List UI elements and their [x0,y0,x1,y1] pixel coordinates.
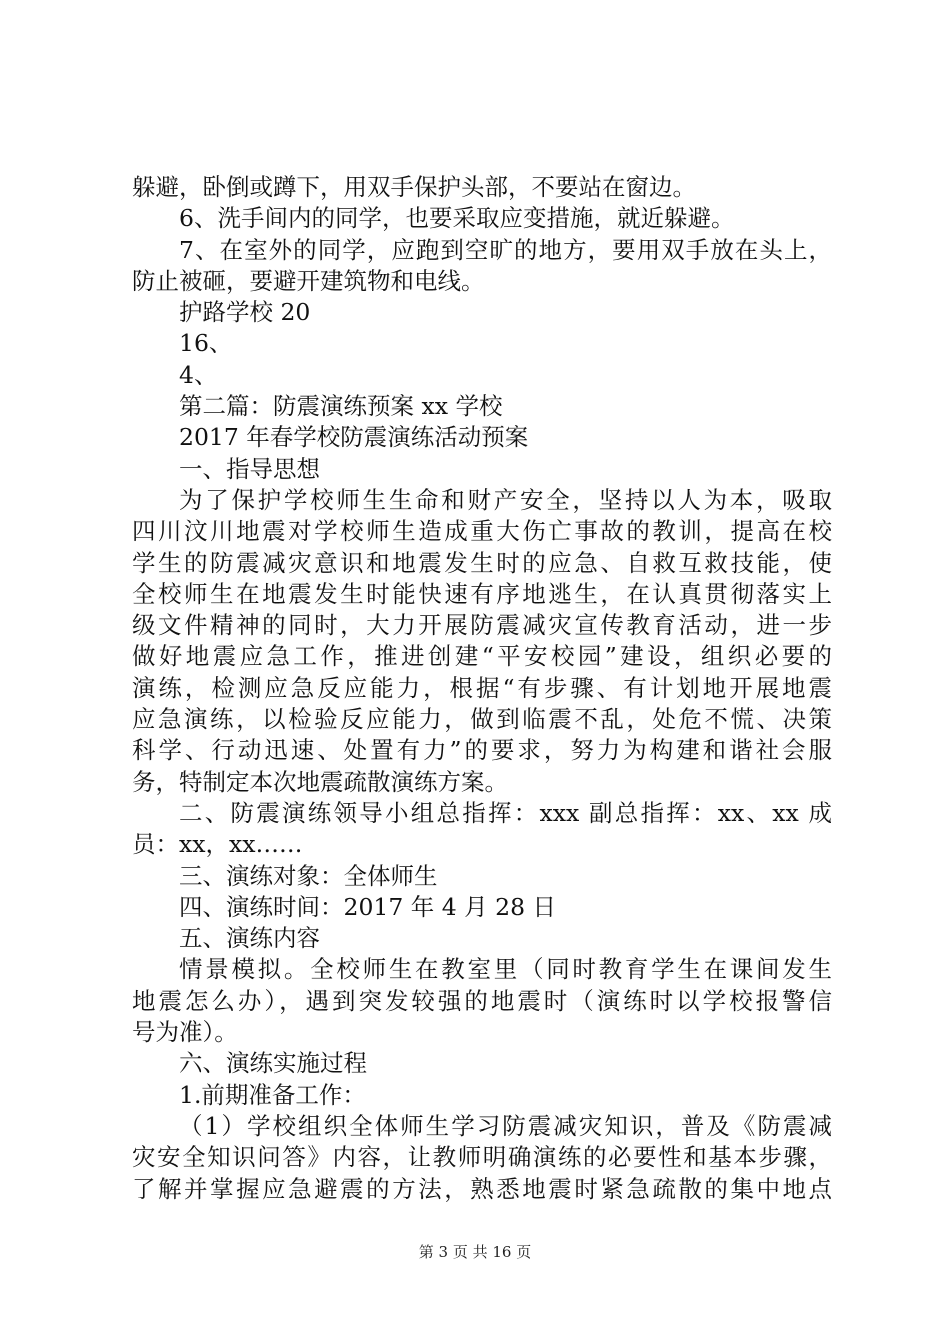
text-line: 五、演练内容 [179,924,320,953]
text-line: 防止被砸，要避开建筑物和电线。 [132,266,485,295]
text-line: 务，特制定本次地震疏散演练方案。 [132,767,508,796]
text-line: 地震怎么办），遇到突发较强的地震时（演练时以学校报警信 [132,986,832,1015]
text-line: 一、指导思想 [179,454,320,483]
text-line: 全校师生在地震发生时能快速有序地逃生，在认真贯彻落实上 [132,579,832,608]
text-line: 16、 [179,329,233,358]
text-line: 7、在室外的同学，应跑到空旷的地方，要用双手放在头上， [179,235,832,264]
text-line: 做好地震应急工作，推进创建“平安校园”建设，组织必要的 [132,642,832,671]
text-line: 员：xx，xx…… [132,830,303,859]
text-line: 2017 年春学校防震演练活动预案 [179,423,529,452]
text-line: 应急演练，以检验反应能力，做到临震不乱，处危不慌、决策 [132,705,832,734]
text-line: 4、 [179,360,218,389]
text-line: 情景模拟。全校师生在教室里（同时教育学生在课间发生 [179,955,832,984]
text-line: 四川汶川地震对学校师生造成重大伤亡事故的教训，提高在校 [132,517,832,546]
text-line: 护路学校 20 [179,298,311,327]
text-line: （1）学校组织全体师生学习防震减灾知识，普及《防震减 [179,1111,832,1140]
text-line: 6、洗手间内的同学，也要采取应变措施，就近躲避。 [179,204,735,233]
text-line: 1.前期准备工作： [179,1080,366,1109]
text-line: 学生的防震减灾意识和地震发生时的应急、自救互救技能，使 [132,548,832,577]
text-line: 躲避，卧倒或蹲下，用双手保护头部，不要站在窗边。 [132,173,696,201]
text-line: 灾安全知识问答》内容，让教师明确演练的必要性和基本步骤， [132,1143,832,1172]
document-body [132,172,832,1205]
text-line: 为了保护学校师生生命和财产安全，坚持以人为本，吸取 [179,485,832,514]
page-footer: 第 3 页 共 16 页 [418,1243,532,1261]
text-line: 科学、行动迅速、处置有力”的要求，努力为构建和谐社会服 [132,736,832,765]
text-line: 了解并掌握应急避震的方法，熟悉地震时紧急疏散的集中地点 [132,1174,832,1203]
text-line: 二、防震演练领导小组总指挥：xxx 副总指挥：xx、xx 成 [179,798,832,827]
text-line: 四、演练时间：2017 年 4 月 28 日 [179,892,557,921]
text-line: 演练，检测应急反应能力，根据“有步骤、有计划地开展地震 [132,673,832,702]
text-line: 六、演练实施过程 [179,1049,367,1078]
text-line: 三、演练对象：全体师生 [179,861,438,890]
text-line: 第二篇：防震演练预案 xx 学校 [179,392,503,421]
text-line: 号为准）。 [132,1018,238,1047]
text-line: 级文件精神的同时，大力开展防震减灾宣传教育活动，进一步 [132,611,832,640]
